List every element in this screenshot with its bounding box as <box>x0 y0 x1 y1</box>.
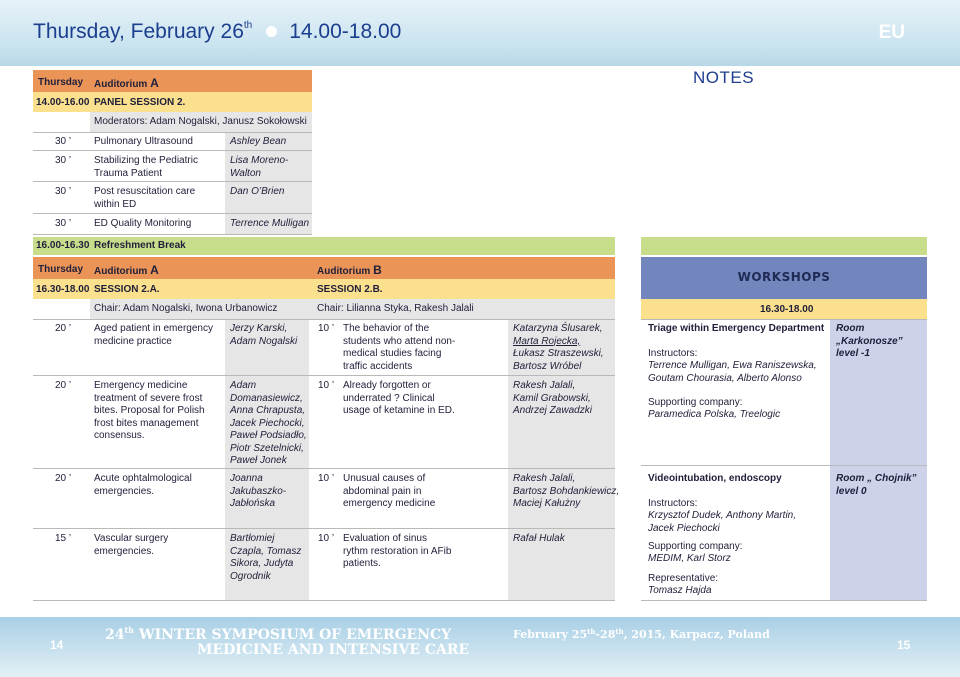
date-start: February 25 <box>513 628 588 641</box>
date-place: , 2015, Karpacz, Poland <box>623 628 770 641</box>
session-a-chair: Chair: Adam Nogalski, Iwona Urbanowicz <box>94 303 278 314</box>
session-b-chair: Chair: Lilianna Styka, Rakesh Jalali <box>317 303 474 314</box>
divider <box>33 319 615 320</box>
panel-talk-title: ED Quality Monitoring <box>94 218 192 229</box>
region-label: EU <box>878 22 905 43</box>
workshops-time: 16.30-18.00 <box>760 304 814 315</box>
workshops-title: WORKSHOPS <box>737 270 831 284</box>
session-a-auditorium <box>94 264 159 279</box>
speaker-line: Rafał Hulak <box>513 533 565 544</box>
speaker-line: Kamil Grabowski, <box>513 392 591 404</box>
panel-talk-speaker: Terrence Mulligan <box>230 218 310 229</box>
divider <box>33 468 615 469</box>
session-b-speakers <box>513 473 620 511</box>
divider <box>33 528 615 529</box>
panel-talk-duration: 30 ’ <box>55 136 72 147</box>
panel-talk-speaker: Dan O’Brien <box>230 186 285 197</box>
session-b-auditorium-prefix: Auditorium <box>317 266 371 277</box>
header-date: Thursday, February 26 <box>33 20 244 43</box>
session-b-speakers <box>513 323 613 373</box>
session-a-speakers: Adam Domanasiewicz, Anna Chrapusta, Jacek Piechocki, Paweł Podsiadło, Piotr Szetelnicki, Paweł Jonek <box>230 380 307 466</box>
edition-number: 24 <box>105 627 125 643</box>
divider <box>33 181 312 182</box>
panel-auditorium-letter: A <box>150 76 159 90</box>
session-a-time: 16.30-18.00 <box>36 284 90 295</box>
session-a-duration: 15 ’ <box>55 533 72 544</box>
header-date-suffix: th <box>243 20 253 31</box>
panel-moderators: Moderators: Adam Nogalski, Janusz Sokołowski <box>94 116 307 127</box>
speaker-line: Rakesh Jalali, <box>513 473 576 484</box>
workshop-instructors: Krzysztof Dudek, Anthony Martin, Jacek Piechocki <box>648 510 797 534</box>
session-a-auditorium-prefix: Auditorium <box>94 266 148 277</box>
workshop-support: MEDIM, Karl Storz <box>648 553 731 564</box>
panel-talk-duration: 30 ’ <box>55 218 72 229</box>
panel-talk-title: Pulmonary Ultrasound <box>94 136 193 147</box>
date-end-suffix: th <box>615 627 624 636</box>
workshop-support: Paramedica Polska, Treelogic <box>648 409 781 420</box>
session-b-talk-title: The behavior of the students who attend non-medical studies facing traffic accidents <box>343 323 456 372</box>
session-a-duration: 20 ’ <box>55 323 72 334</box>
session-b-talk-title: Already forgotten or underrated ? Clinical usage of ketamine in ED. <box>343 380 455 416</box>
workshop-support-label: Supporting company: <box>648 541 743 552</box>
panel-talk-speaker: Lisa Moreno-Walton <box>230 155 289 179</box>
header-time: 14.00-18.00 <box>289 20 402 43</box>
workshop-rep: Tomasz Hajda <box>648 585 712 596</box>
session-a-auditorium-letter: A <box>150 263 159 277</box>
workshop-room: Room „Karkonosze” level -1 <box>836 323 903 359</box>
session-b-speakers <box>513 380 613 418</box>
panel-auditorium <box>94 77 159 92</box>
panel-auditorium-prefix: Auditorium <box>94 79 148 90</box>
session-b-duration: 10 ’ <box>318 533 335 544</box>
workshop-rep-label: Representative: <box>648 573 719 584</box>
session-b-speakers <box>513 533 613 546</box>
workshops-break-bar <box>641 237 927 255</box>
speaker-line: Bartosz Wróbel <box>513 360 582 372</box>
date-end: -28 <box>595 628 616 641</box>
divider <box>33 132 312 133</box>
workshop-support-label: Supporting company: <box>648 397 743 408</box>
workshop-title: Triage within Emergency Department <box>648 323 825 334</box>
speaker-line: Andrzej Zawadzki <box>513 405 592 416</box>
session-b-duration: 10 ’ <box>318 380 335 391</box>
notes-heading: NOTES <box>693 68 755 87</box>
symposium-line-1-text: WINTER SYMPOSIUM OF EMERGENCY <box>138 627 452 643</box>
speaker-line: Rakesh Jalali, <box>513 380 576 391</box>
session-b-talk-title: Evaluation of sinus rythm restoration in AFib patients. <box>343 533 452 569</box>
page-number-left: 14 <box>50 638 64 652</box>
speaker-line: Katarzyna Ślusarek, <box>513 323 603 334</box>
symposium-date-place <box>513 627 770 641</box>
session-b-auditorium <box>317 264 382 279</box>
divider <box>33 375 615 376</box>
page-number-right: 15 <box>897 638 911 652</box>
workshop-room: Room „ Chojnik” level 0 <box>836 473 917 497</box>
session-b-duration: 10 ’ <box>318 473 335 484</box>
panel-session-name: PANEL SESSION 2. <box>94 97 186 108</box>
session-b-duration: 10 ’ <box>318 323 335 334</box>
session-a-talk-title: Vascular surgery emergencies. <box>94 533 169 557</box>
speaker-line: Bartosz Bohdankiewicz, <box>513 485 620 497</box>
panel-talk-title: Stabilizing the Pediatric Trauma Patient <box>94 155 198 179</box>
symposium-name <box>105 623 469 658</box>
session-a-speakers: Jerzy Karski, Adam Nogalski <box>230 323 298 347</box>
speaker-line: Maciej Kałużny <box>513 498 581 509</box>
session-a-speakers: Joanna Jakubaszko-Jabłońska <box>230 473 287 509</box>
symposium-line-2: MEDICINE AND INTENSIVE CARE <box>197 642 470 658</box>
panel-talk-title: Post resuscitation care within ED <box>94 186 196 210</box>
divider <box>641 319 927 320</box>
panel-talk-duration: 30 ’ <box>55 155 72 166</box>
break-label: Refreshment Break <box>94 240 186 251</box>
session-b-talk-title: Unusual causes of abdominal pain in emergency medicine <box>343 473 436 509</box>
workshop-instructors: Terrence Mulligan, Ewa Raniszewska, Goutam Chourasia, Alberto Alonso <box>648 360 817 384</box>
session-a-duration: 20 ’ <box>55 473 72 484</box>
workshop-instructors-label: Instructors: <box>648 348 698 359</box>
session-b-name: SESSION 2.B. <box>317 284 383 295</box>
workshops-room-column <box>830 319 927 600</box>
panel-talk-speaker: Ashley Bean <box>230 136 287 147</box>
divider <box>641 465 927 466</box>
bullet-dot-icon <box>266 26 277 37</box>
divider <box>33 150 312 151</box>
header-date-time <box>33 20 401 44</box>
workshop-instructors-label: Instructors: <box>648 498 698 509</box>
panel-time: 14.00-16.00 <box>36 97 90 108</box>
speaker-line: Marta Rojecka, <box>513 335 581 347</box>
edition-suffix: th <box>124 625 134 635</box>
session-b-auditorium-letter: B <box>373 263 382 277</box>
session-a-talk-title: Aged patient in emergency medicine practice <box>94 323 213 347</box>
panel-talk-duration: 30 ’ <box>55 186 72 197</box>
session-a-talk-title: Emergency medicine treatment of severe frost bites. Proposal for Polish frost bites management consensus. <box>94 380 205 441</box>
divider <box>33 600 615 601</box>
break-time: 16.00-16.30 <box>36 240 90 251</box>
symposium-line-1 <box>105 623 469 643</box>
divider <box>641 600 927 601</box>
date-start-suffix: th <box>587 627 596 636</box>
divider <box>33 213 312 214</box>
speaker-line: Łukasz Straszewski, <box>513 348 604 359</box>
session-a-day: Thursday <box>38 264 84 275</box>
session-a-talk-title: Acute ophtalmological emergencies. <box>94 473 192 497</box>
session-a-duration: 20 ’ <box>55 380 72 391</box>
session-a-name: SESSION 2.A. <box>94 284 160 295</box>
session-a-speakers: Bartłomiej Czapla, Tomasz Sikora, Judyta Ogrodnik <box>230 533 302 582</box>
workshop-title: Videointubation, endoscopy <box>648 473 782 484</box>
divider <box>33 234 312 235</box>
panel-day: Thursday <box>38 77 84 88</box>
